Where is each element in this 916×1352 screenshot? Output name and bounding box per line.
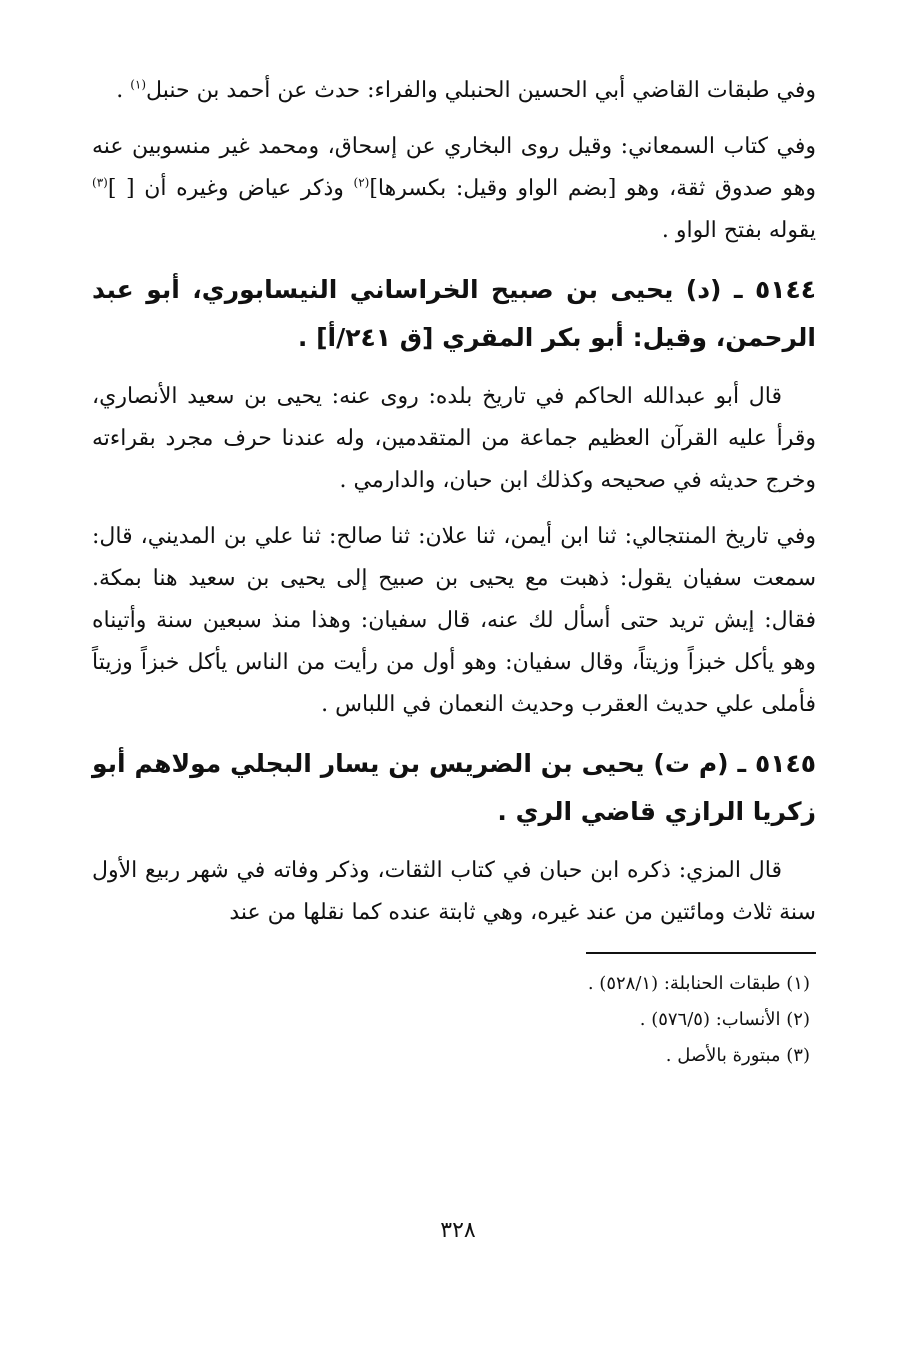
- paragraph-text: وفي كتاب السمعاني: وقيل روى البخاري عن إسحاق، ومحمد غير منسوبين عنه وهو صدوق ثقة، وهو [بضم الواو وقيل: بكسرها]: [92, 134, 817, 201]
- paragraph-end: .: [116, 78, 124, 103]
- footnote-3: (٣) مبتورة بالأصل .: [665, 1045, 810, 1066]
- footnote-ref-1: (١): [130, 77, 147, 92]
- footnote-ref-3: (٣): [92, 175, 108, 190]
- paragraph-text: يقوله بفتح الواو .: [661, 218, 816, 243]
- paragraph-tabaqat: [92, 70, 816, 112]
- entry-heading-5145: ٥١٤٥ ـ (م ت) يحيى بن الضريس بن يسار البجلي مولاهم أبو زكريا الرازي قاضي الري .: [92, 749, 816, 826]
- paragraph-text: وفي طبقات القاضي أبي الحسين الحنبلي والفراء: حدث عن أحمد بن حنبل: [146, 78, 816, 103]
- footnote-divider: [586, 952, 816, 954]
- paragraph-muntajali: وفي تاريخ المنتجالي: ثنا ابن أيمن، ثنا علان: ثنا صالح: ثنا علي بن المديني، قال: سمعت سفيان يقول: ذهبت مع يحيى بن صبيح إلى يحيى بن سعيد هنا بمكة. فقال: إيش تريد حتى أسأل لك عنه، قال سفيان: وهذا منذ سبعين سنة وأتيناه وهو يأكل خبزاً وزيتاً، وقال سفيان: وهو أول من رأيت من الناس يأكل خبزاً وزيتاً فأملى علي حديث العقرب وحديث النعمان في اللباس .: [92, 524, 816, 717]
- paragraph-samani: [92, 126, 816, 252]
- paragraph-text: وذكر عياض وغيره أن [ ]: [107, 176, 344, 201]
- paragraph-mizzi: قال المزي: ذكره ابن حبان في كتاب الثقات، وذكر وفاته في شهر ربيع الأول سنة ثلاث ومائتين من عند غيره، وهي ثابتة عنده كما نقلها من عند: [92, 858, 816, 925]
- paragraph-hakim: قال أبو عبدالله الحاكم في تاريخ بلده: روى عنه: يحيى بن سعيد الأنصاري، وقرأ عليه القرآن العظيم جماعة من المتقدمين، وله عندنا حرف مجرد بقراءته وخرج حديثه في صحيحه وكذلك ابن حبان، والدارمي .: [92, 384, 816, 493]
- page-number: ٣٢٨: [440, 1218, 476, 1243]
- footnote-ref-2: (٢): [353, 175, 370, 190]
- entry-heading-5144: ٥١٤٤ ـ (د) يحيى بن صبيح الخراساني النيسابوري، أبو عبد الرحمن، وقيل: أبو بكر المقري [ق ٢٤١/أ] .: [92, 275, 816, 352]
- footnote-1: (١) طبقات الحنابلة: (٥٢٨/١) .: [587, 973, 810, 994]
- footnote-2: (٢) الأنساب: (٥٧٦/٥) .: [639, 1009, 810, 1030]
